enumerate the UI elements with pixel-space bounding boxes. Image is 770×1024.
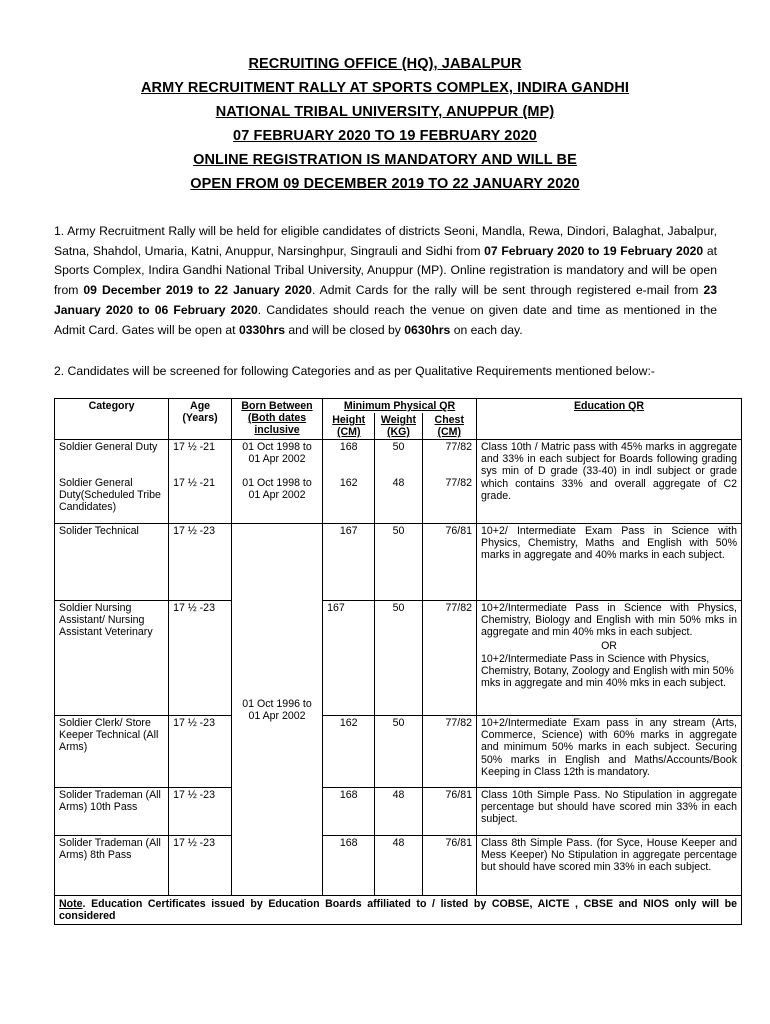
- cell-weight: 48: [375, 836, 422, 896]
- cell-education: Class 8th Simple Pass. (for Syce, House Keeper and Mess Keeper) No Stipulation in aggregate percentage but should have scored min 33% in each subject.: [477, 836, 742, 896]
- cell-chest: 76/81: [422, 788, 476, 836]
- title-line: NATIONAL TRIBAL UNIVERSITY, ANUPPUR (MP): [215, 104, 555, 120]
- cell-born: 01 Oct 1998 to 01 Apr 2002: [231, 440, 322, 476]
- note-label: Note: [59, 898, 83, 911]
- cell-education: Class 10th / Matric pass with 45% marks in aggregate and 33% in each subject for Boards following grading sys min of D grade (33-40) in indl subject or grade which contains 33% and overall aggregate of C2 grade.: [477, 440, 742, 524]
- cell-chest: 77/82: [422, 716, 476, 788]
- cell-category: Soldier Nursing Assistant/ Nursing Assistant Veterinary: [55, 601, 169, 716]
- table-row: [55, 716, 742, 788]
- cell-chest: 76/81: [422, 836, 476, 896]
- note-text: . Education Certificates issued by Education Boards affiliated to / listed by COBSE, AICTE , CBSE and NIOS only will be considered: [59, 898, 737, 923]
- qualification-table: [54, 398, 742, 925]
- cell-category: Solider Trademan (All Arms) 10th Pass: [55, 788, 169, 836]
- cell-weight: 50: [375, 524, 422, 601]
- header-physical: Minimum Physical QR: [323, 399, 477, 414]
- cell-born: 01 Oct 1998 to 01 Apr 2002: [231, 476, 322, 524]
- cell-weight: 50: [375, 716, 422, 788]
- cell-height: 168: [323, 440, 375, 476]
- cell-height: 168: [323, 836, 375, 896]
- cell-weight: 48: [375, 476, 422, 524]
- cell-chest: 77/82: [422, 601, 476, 716]
- cell-age: 17 ½ -23: [169, 524, 232, 601]
- header-category: Category: [55, 399, 169, 440]
- cell-height: 168: [323, 788, 375, 836]
- cell-age: 17 ½ -23: [169, 601, 232, 716]
- title-line: RECRUITING OFFICE (HQ), JABALPUR: [248, 56, 522, 72]
- cell-weight: 48: [375, 788, 422, 836]
- cell-education: 10+2/ Intermediate Exam Pass in Science with Physics, Chemistry, Maths and English with 50% marks in aggregate and 40% marks in each subject.: [477, 524, 742, 601]
- title-line: ARMY RECRUITMENT RALLY AT SPORTS COMPLEX, INDIRA GANDHI: [140, 80, 630, 96]
- title-line: ONLINE REGISTRATION IS MANDATORY AND WILL BE: [193, 152, 577, 168]
- cell-height: 162: [323, 716, 375, 788]
- note-cell: [55, 896, 742, 925]
- title-line: 07 FEBRUARY 2020 TO 19 FEBRUARY 2020: [233, 128, 537, 144]
- document-titles: [0, 52, 770, 196]
- cell-age: 17 ½ -21: [169, 440, 232, 476]
- header-chest: Chest (CM): [422, 413, 476, 440]
- cell-weight: 50: [375, 440, 422, 476]
- cell-education: 10+2/Intermediate Exam pass in any stream (Arts, Commerce, Science) with 60% marks in aggregate and minimum 50% marks in each subject. Securing 50% marks in English and Maths/Accounts/Book Keeping in Class 12th is mandatory.: [477, 716, 742, 788]
- header-age: Age (Years): [169, 399, 232, 440]
- cell-height: 167: [323, 524, 375, 601]
- header-education: Education QR: [477, 399, 742, 440]
- header-born: Born Between (Both dates inclusive: [231, 399, 322, 440]
- cell-weight: 50: [375, 601, 422, 716]
- cell-category: Solider Technical: [55, 524, 169, 601]
- cell-category: Solider Trademan (All Arms) 8th Pass: [55, 836, 169, 896]
- table-row: [55, 836, 742, 896]
- cell-education: Class 10th Simple Pass. No Stipulation in aggregate percentage but should have scored min 33% in each subject.: [477, 788, 742, 836]
- note-row: [55, 896, 742, 925]
- cell-category: Soldier General Duty(Scheduled Tribe Candidates): [55, 476, 169, 524]
- cell-age: 17 ½ -21: [169, 476, 232, 524]
- education-or: OR: [601, 639, 617, 652]
- cell-education: [477, 601, 742, 716]
- cell-chest: 76/81: [422, 524, 476, 601]
- table-row: [55, 524, 742, 601]
- cell-chest: 77/82: [422, 476, 476, 524]
- education-option-a: 10+2/Intermediate Pass in Science with Physics, Chemistry, Biology and English with min 50% mks in aggregate and min 40% mks in each subject.: [481, 602, 737, 639]
- paragraph-2: 2. Candidates will be screened for following Categories and as per Qualitative Requirements mentioned below:-: [54, 364, 655, 378]
- cell-category: Soldier General Duty: [55, 440, 169, 476]
- cell-age: 17 ½ -23: [169, 836, 232, 896]
- table-row: [55, 440, 742, 476]
- cell-born-merged: 01 Oct 1996 to 01 Apr 2002: [231, 524, 322, 896]
- table-row: [55, 788, 742, 836]
- title-line: OPEN FROM 09 DECEMBER 2019 TO 22 JANUARY 2020: [190, 176, 580, 192]
- cell-age: 17 ½ -23: [169, 716, 232, 788]
- cell-height: 162: [323, 476, 375, 524]
- cell-chest: 77/82: [422, 440, 476, 476]
- table-header-row: [55, 399, 742, 414]
- header-weight: Weight (KG): [375, 413, 422, 440]
- paragraph-1: 1. Army Recruitment Rally will be held for eligible candidates of districts Seoni, Mandla, Rewa, Dindori, Balaghat, Jabalpur, Satna, Shahdol, Umaria, Katni, Anuppur, Narsinghpur, Singrauli and Sidhi from 07 February 2020 to 19 February 2020 at Sports Complex, Indira Gandhi National Tribal University, Anuppur (MP). Online registration is mandatory and will be open from 09 December 2019 to 22 January 2020. Admit Cards for the rally will be sent through registered e-mail from 23 January 2020 to 06 February 2020. Candidates should reach the venue on given date and time as mentioned in the Admit Card. Gates will be open at 0330hrs and will be closed by 0630hrs on each day.: [54, 224, 718, 337]
- header-height: Height (CM): [323, 413, 375, 440]
- cell-category: Soldier Clerk/ Store Keeper Technical (All Arms): [55, 716, 169, 788]
- table-row: [55, 601, 742, 716]
- education-option-b: 10+2/Intermediate Pass in Science with Physics, Chemistry, Botany, Zoology and English with min 50% mks in aggregate and min 40% mks in each subject.: [481, 652, 734, 689]
- cell-age: 17 ½ -23: [169, 788, 232, 836]
- cell-height: 167: [323, 601, 375, 716]
